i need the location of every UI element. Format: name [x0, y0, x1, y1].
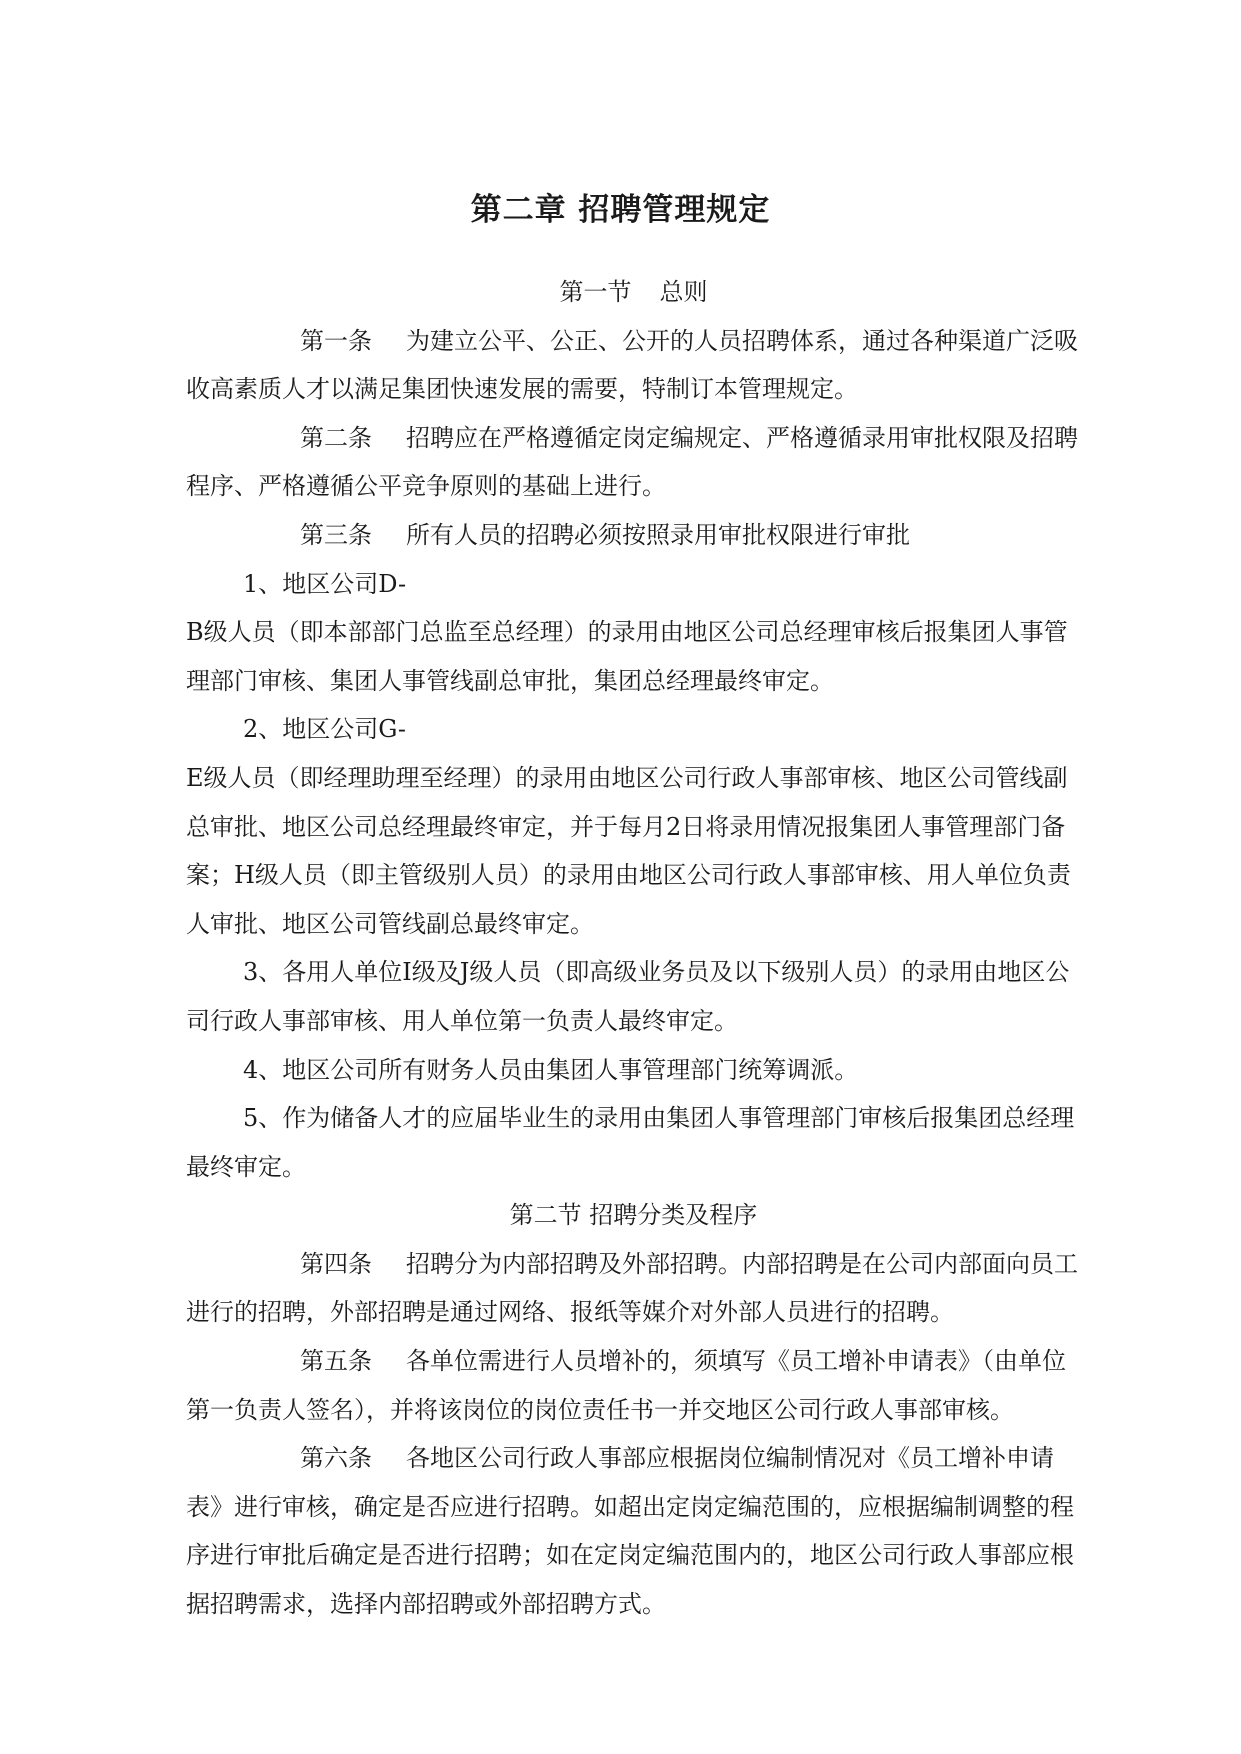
section-heading-recruitment: 第二节 招聘分类及程序: [509, 1201, 758, 1230]
article-label: 第三条: [300, 520, 372, 549]
section-number: 第一节: [559, 278, 632, 306]
article-label: 第四条: [300, 1249, 372, 1278]
list-item-3: 3、各用人单位I级及J级人员（即高级业务员及以下级别人员）的录用由地区公司行政人事部审核、用人单位第一负责人最终审定。: [186, 958, 1070, 1035]
article-text: 招聘分为内部招聘及外部招聘。内部招聘是在公司内部面向员工进行的招聘，外部招聘是通过网络、报纸等媒介对外部人员进行的招聘。: [186, 1249, 1078, 1327]
article-label: 第六条: [300, 1444, 372, 1473]
section-heading-general: [186, 268, 1081, 317]
article-label: 第一条: [300, 326, 372, 355]
article-text: 为建立公平、公正、公开的人员招聘体系，通过各种渠道广泛吸收高素质人才以满足集团快速发展的需要，特制订本管理规定。: [186, 326, 1078, 404]
chapter-title: 第二章 招聘管理规定: [470, 192, 771, 228]
article-5: [186, 1337, 1081, 1434]
document-body: [186, 268, 1081, 1629]
list-item-1-head: 1、地区公司D-: [243, 569, 407, 598]
article-text: 招聘应在严格遵循定岗定编规定、严格遵循录用审批权限及招聘程序、严格遵循公平竞争原则的基础上进行。: [186, 423, 1078, 501]
article-label: 第五条: [300, 1347, 372, 1376]
article-text: 各地区公司行政人事部应根据岗位编制情况对《员工增补申请表》进行审核，确定是否应进行招聘。如超出定岗定编范围的，应根据编制调整的程序进行审批后确定是否进行招聘；如在定岗定编范围内的，地区公司行政人事部应根据招聘需求，选择内部招聘或外部招聘方式。: [186, 1444, 1074, 1619]
section-name: 总则: [659, 278, 708, 306]
article-label: 第二条: [300, 423, 372, 452]
list-item-1-body: B级人员（即本部部门总监至总经理）的录用由地区公司总经理审核后报集团人事管理部门审核、集团人事管线副总审批，集团总经理最终审定。: [186, 618, 1068, 695]
article-2: [186, 414, 1081, 511]
list-item-2-body: E级人员（即经理助理至经理）的录用由地区公司行政人事部审核、地区公司管线副总审批、地区公司总经理最终审定，并于每月2日将录用情况报集团人事管理部门备案；H级人员（即主管级别人员）的录用由地区公司行政人事部审核、用人单位负责人审批、地区公司管线副总最终审定。: [186, 763, 1071, 938]
article-3: [186, 511, 1081, 560]
list-item-2-head: 2、地区公司G-: [243, 715, 406, 744]
article-text: 所有人员的招聘必须按照录用审批权限进行审批: [406, 520, 910, 549]
list-item-5: 5、作为储备人才的应届毕业生的录用由集团人事管理部门审核后报集团总经理最终审定。: [186, 1104, 1075, 1181]
list-item-4: 4、地区公司所有财务人员由集团人事管理部门统筹调派。: [243, 1055, 859, 1084]
article-text: 各单位需进行人员增补的，须填写《员工增补申请表》（由单位第一负责人签名），并将该岗位的岗位责任书一并交地区公司行政人事部审核。: [186, 1347, 1066, 1424]
article-1: [186, 317, 1081, 414]
article-6: [186, 1434, 1081, 1628]
article-4: [186, 1240, 1081, 1337]
